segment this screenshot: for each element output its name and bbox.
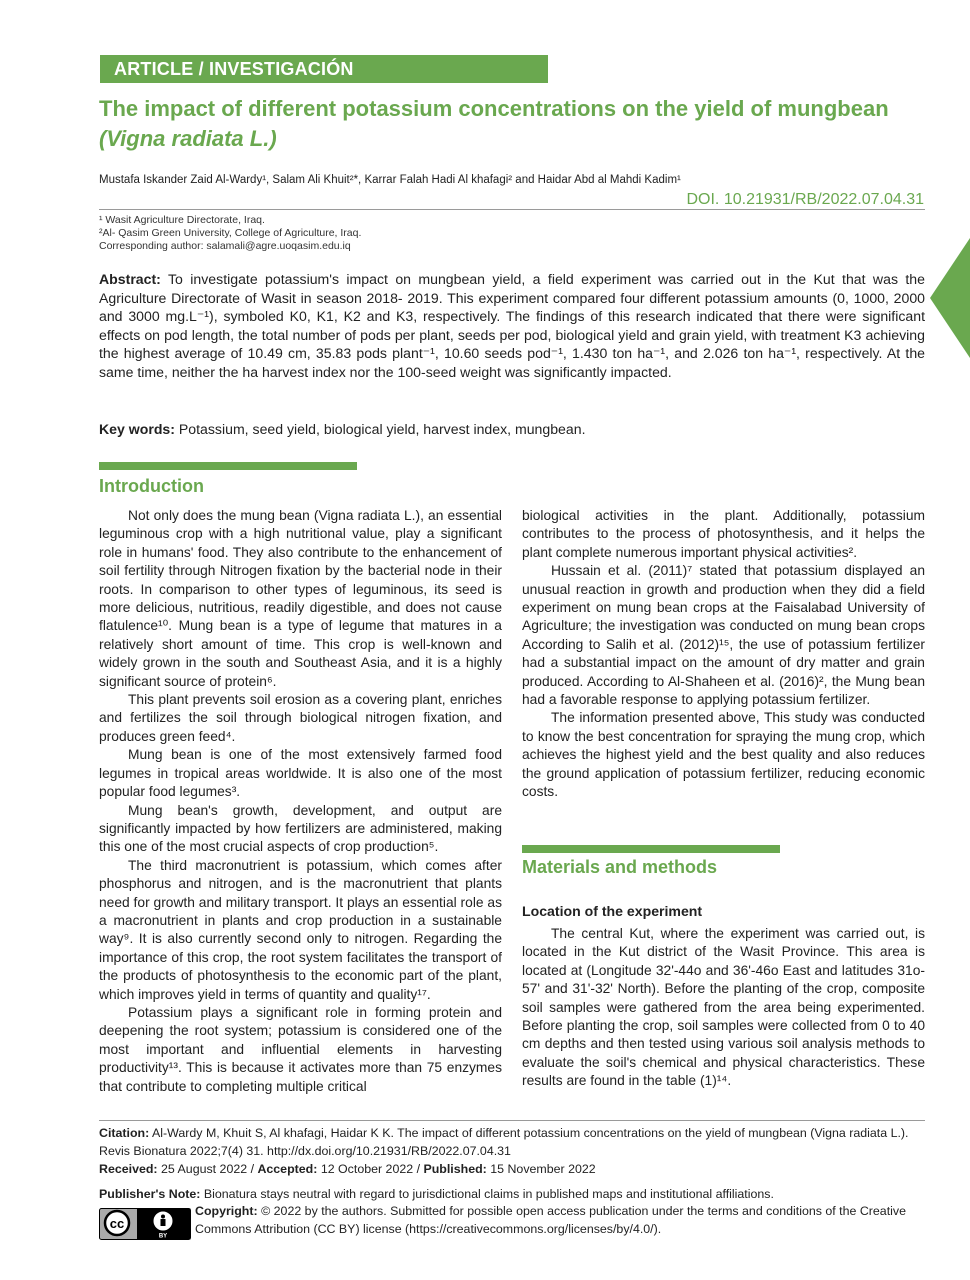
page-edge-tab [930,238,970,358]
article-title [99,94,939,154]
title-main: The impact of different potassium concentrations on the yield of mungbean [99,96,889,121]
doi-link[interactable]: DOI. 10.21931/RB/2022.07.04.31 [686,191,924,208]
publisher-text: Bionatura stays neutral with regard to jurisdictional claims in published maps and institutional affiliations. [203,1187,774,1201]
citation-block: Citation: Al-Wardy M, Khuit S, Al khafagi, Haidar K K. The impact of different potassium concentrations on the yield of mungbean (Vigna radiata L.). Revis Bionatura 2022;7(4) 31. http://dx.doi.org/10.21931/RB/2022.07.04.31 Received: 25 August 2022 / Accepted: 12 October 2022 / Published: 15 November 2022 [99,1126,909,1176]
accepted-date: 12 October 2022 [320,1162,414,1176]
copyright-label: Copyright: [195,1204,258,1218]
copyright-notice [195,1202,930,1238]
footer-divider [99,1120,925,1121]
published-label: Published: [423,1162,487,1176]
citation-text: Al-Wardy M, Khuit S, Al khafagi, Haidar K K. The impact of different potassium concentrations on the yield of mungbean (Vigna radiata L.). Revis Bionatura 2022;7(4) 31. http://dx.doi.org/10.21931/RB/2022.07.04.31 [99,1126,909,1158]
paragraph: The information presented above, This study was conducted to know the best concentration for spraying the mung crop, which achieves the highest yield and the best quality and also reduces the ground application of potassium fertilizer, reducing economic costs. [522,710,925,800]
keywords [99,421,925,437]
paragraph: Hussain et al. (2011)⁷ stated that potassium displayed an unusual reaction in growth and production when they did a field experiment on mung bean crops at the Faisalabad University of Agriculture; the investigation was conducted on mung bean crops According to Salih et al. (2012)¹⁵, the use of potassium fertilizer had a substantial impact on the amount of dry matter and grain produced. According to Al-Shaheen et al. (2016)², the Mung bean had a favorable response to applying potassium fertilizer. [522,563,925,708]
author-list: Mustafa Iskander Zaid Al-Wardy¹, Salam Ali Khuit²*, Karrar Falah Hadi Al khafagi² and Haidar Abd al Mahdi Kadim¹ [99,174,681,186]
left-column [99,507,502,1096]
section-bar-introduction [99,462,357,470]
location-column [522,925,925,1091]
cc-by-icon[interactable] [99,1208,191,1240]
svg-text:BY: BY [158,1233,168,1240]
heading-introduction: Introduction [99,476,204,496]
citation-label: Citation: [99,1126,150,1140]
received-label: Received: [99,1162,158,1176]
subheading-location: Location of the experiment [522,903,703,919]
section-bar-methods [522,845,780,853]
paragraph: This plant prevents soil erosion as a covering plant, enriches and fertilizes the soil through biological nitrogen fixation, and produces green feed⁴. [99,692,502,744]
affiliations [99,214,361,253]
abstract-text: To investigate potassium's impact on mungbean yield, a field experiment was carried out in the Kut that was the Agriculture Directorate of Wasit in season 2018- 2019. This experiment compared four different potassium amounts (0, 1000, 2000 and 3000 mg.L⁻¹), symboled K0, K1, K2 and K3, respectively. The findings of this research indicated that there were significant effects on pod length, the total number of pods per plant, seeds per pod, biological yield and grain yield, with treatment K3 achieving the highest average of 10.49 cm, 35.83 pods plant⁻¹, 10.60 seeds pod⁻¹, 1.430 ton ha⁻¹, and 2.026 ton ha⁻¹, respectively. At the same time, neither the ha harvest index nor the 100-seed weight was significantly impacted. [99,271,925,380]
publisher-label: Publisher's Note: [99,1187,201,1201]
paragraph: The central Kut, where the experiment was carried out, is located in the Kut district of the Wasit Province. This area is located at (Longitude 32'-44o and 36'-46o East and latitudes 31o-57' and 31'-32' North). Before the planting of the crop, composite soil samples were gathered from the area being experimented. Before planting the crop, soil samples were collected from 0 to 40 cm depths and then tested using various soil analysis methods to evaluate the soil's chemical and physical characteristics. These results are found in the table (1)¹⁴. [522,926,925,1089]
right-column [522,507,925,802]
paragraph: Not only does the mung bean (Vigna radiata L.), an essential leguminous crop with a high nutritional value, play a significant role in humans' food. They also contribute to the enhancement of soil fertility through Nitrogen fixation by the bacterial node in their roots. In comparison to other types of leguminous, its seed is more delicious, nutritious, readily digestible, and does not cause flatulence¹⁰. Mung bean is a type of legume that matures in a relatively short amount of time. This crop is well-known and widely grown in the south and Southeast Asia, and it is a highly significant source of protein⁶. [99,508,502,689]
paragraph: Mung bean is one of the most extensively farmed food legumes in tropical areas worldwide. It is also one of the most popular food legumes³. [99,747,502,800]
accepted-label: Accepted: [257,1162,318,1176]
affiliation-2: ²Al- Qasim Green University, College of Agriculture, Iraq. [99,227,362,239]
heading-methods: Materials and methods [522,857,718,877]
published-date: 15 November 2022 [490,1162,596,1176]
keywords-text: Potassium, seed yield, biological yield, harvest index, mungbean. [178,421,586,437]
abstract-label: Abstract: [99,271,161,287]
section-label: ARTICLE / INVESTIGACIÓN [100,55,548,83]
corresponding-author: Corresponding author: salamali@agre.uoqasim.edu.iq [99,240,351,252]
copyright-text: © 2022 by the authors. Submitted for possible open access publication under the terms and conditions of the Creative Commons Attribution (CC BY) license (https://creativecommons.org/licenses/by/4.0/). [195,1204,906,1236]
paragraph: Mung bean's growth, development, and output are significantly impacted by how fertilizers are administered, making this one of the most crucial aspects of crop production⁵. [99,802,502,855]
title-species: (Vigna radiata L.) [99,126,277,151]
paragraph: Potassium plays a significant role in forming protein and deepening the root system; potassium is considered one of the most important and influential elements in harvesting productivity¹³. This is because it activates more than 75 enzymes that contribute to completing multiple critical [99,1004,502,1094]
publisher-note [99,1186,925,1202]
paragraph: biological activities in the plant. Additionally, potassium contributes to the process of photosynthesis, and it helps the plant complete numerous important physical activities². [522,508,925,560]
abstract [99,270,925,382]
svg-text:cc: cc [109,1216,125,1231]
affiliation-1: ¹ Wasit Agriculture Directorate, Iraq. [99,214,265,226]
keywords-label: Key words: [99,421,175,437]
received-date: 25 August 2022 [161,1162,248,1176]
paragraph: The third macronutrient is potassium, which comes after phosphorus and nitrogen, and is the macronutrient that plants need for growth and military transport. It plays an essential role as a macronutrient in plants and crop production in a sustainable way⁹. It is also currently second only to nitrogen. Regarding the importance of this crop, the root system facilitates the transport of the products of photosynthesis to the economic part of the plant, which improves yield in terms of quantity and quality¹⁷. [99,857,502,1002]
divider [99,209,925,210]
